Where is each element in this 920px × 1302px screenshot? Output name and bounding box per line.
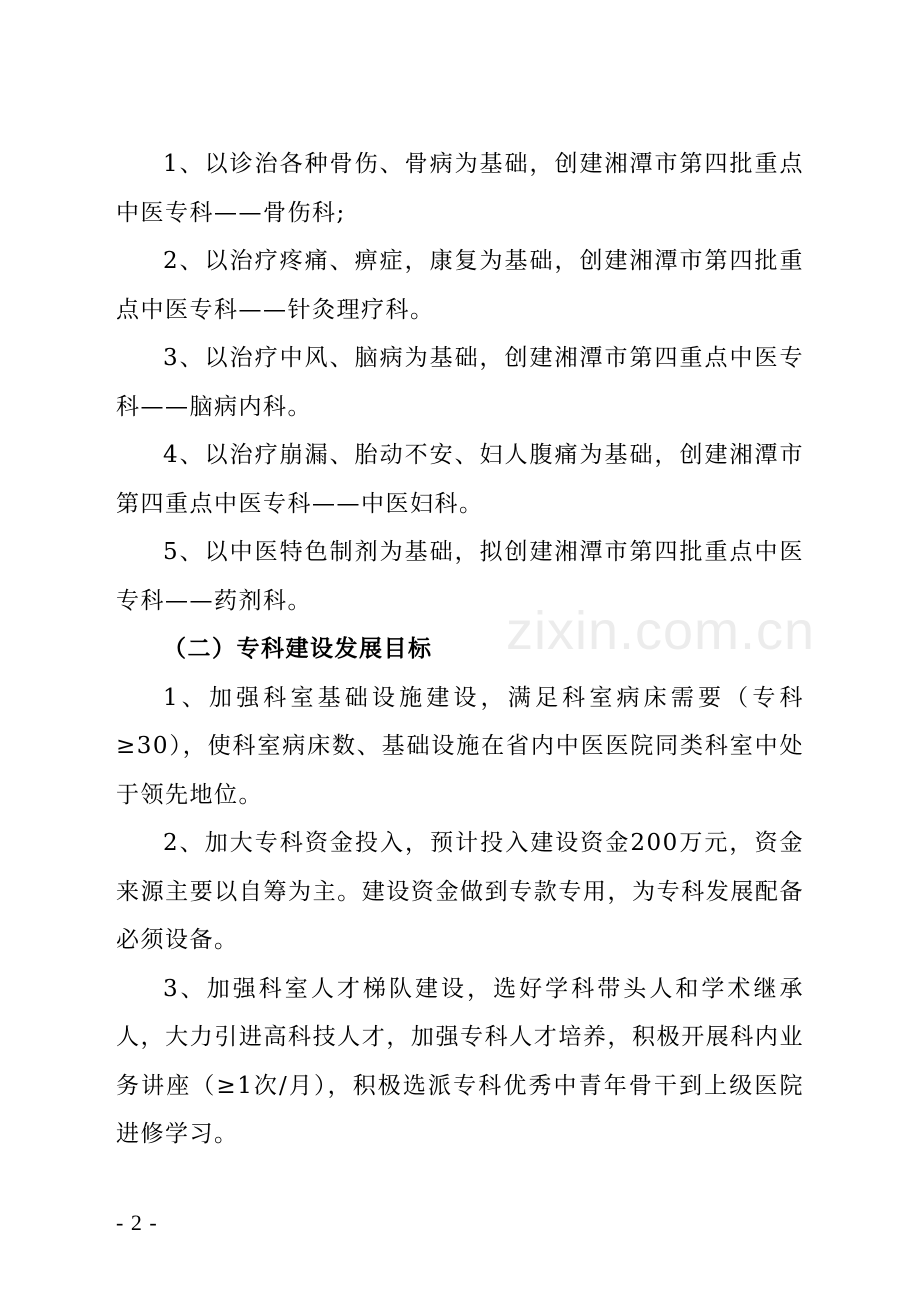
page-number: - 2 - [116, 1210, 158, 1235]
paragraph-item-5: 5、以中医特色制剂为基础，拟创建湘潭市第四批重点中医专科——药剂科。 [116, 539, 804, 614]
watermark: zixin.com.cn [506, 601, 816, 661]
paragraph-item-1: 1、以诊治各种骨伤、骨病为基础，创建湘潭市第四批重点中医专科——骨伤科; [116, 151, 804, 226]
section-heading: （二）专科建设发展目标 [163, 636, 433, 662]
paragraph-item-2: 2、以治疗疼痛、痹症，康复为基础，创建湘潭市第四批重点中医专科——针灸理疗科。 [116, 248, 804, 323]
paragraph-item-3: 3、以治疗中风、脑病为基础，创建湘潭市第四重点中医专科——脑病内科。 [116, 345, 804, 420]
goal-item-1: 1、加强科室基础设施建设，满足科室病床需要（专科≥30），使科室病床数、基础设施在省内中医医院同类科室中处于领先地位。 [116, 684, 804, 808]
goal-item-3: 3、加强科室人才梯队建设，选好学科带头人和学术继承人，大力引进高科技人才，加强专科人才培养，积极开展科内业务讲座（≥1次/月），积极选派专科优秀中青年骨干到上级医院进修学习。 [116, 975, 804, 1147]
goal-item-2: 2、加大专科资金投入，预计投入建设资金200万元，资金来源主要以自筹为主。建设资金做到专款专用，为专科发展配备必须设备。 [116, 830, 804, 953]
paragraph-item-4: 4、以治疗崩漏、胎动不安、妇人腹痛为基础，创建湘潭市第四重点中医专科——中医妇科。 [116, 442, 804, 517]
